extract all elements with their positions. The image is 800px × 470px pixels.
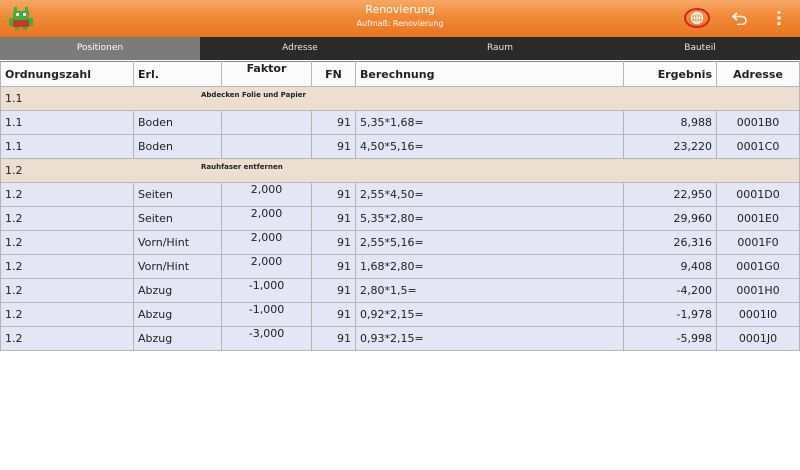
undo-button[interactable] [725, 4, 755, 32]
col-header-faktor[interactable]: Faktor [222, 62, 312, 87]
table-row[interactable] [1, 327, 800, 351]
cell-ergebnis: -1,978 [624, 303, 717, 327]
cell-faktor [222, 111, 312, 135]
cell-oz: 1.2 [1, 303, 134, 327]
cell-faktor [222, 135, 312, 159]
cell-oz: 1.2 [1, 255, 134, 279]
cell-fn: 91 [312, 111, 356, 135]
cell-erl: Abzug [134, 327, 222, 351]
col-header-ordnungszahl[interactable]: Ordnungszahl [1, 62, 134, 87]
group-label: Abdecken Folie und Papier [201, 91, 306, 99]
table-row[interactable] [1, 279, 800, 303]
undo-icon [732, 11, 748, 25]
cell-adresse: 0001J0 [717, 327, 800, 351]
globe-icon [684, 8, 710, 28]
cell-faktor: 2,000 [222, 231, 312, 255]
cell-ergebnis: 29,960 [624, 207, 717, 231]
table-row[interactable] [1, 231, 800, 255]
cell-berechnung: 0,92*2,15= [356, 303, 624, 327]
tab-bar [0, 37, 800, 60]
cell-ergebnis: 23,220 [624, 135, 717, 159]
cell-berechnung: 5,35*2,80= [356, 207, 624, 231]
cell-erl: Seiten [134, 183, 222, 207]
cell-faktor: -3,000 [222, 327, 312, 351]
cell-oz: 1.2 [1, 207, 134, 231]
cell-berechnung: 1,68*2,80= [356, 255, 624, 279]
cell-oz: 1.2 [1, 327, 134, 351]
cell-erl: Seiten [134, 207, 222, 231]
cell-fn: 91 [312, 255, 356, 279]
col-header-adresse[interactable]: Adresse [717, 62, 800, 87]
cell-erl: Boden [134, 135, 222, 159]
title-block [0, 3, 800, 31]
cell-adresse: 0001B0 [717, 111, 800, 135]
group-label: Rauhfaser entfernen [201, 163, 283, 171]
table-row[interactable] [1, 111, 800, 135]
overflow-menu-button[interactable] [764, 4, 794, 32]
cell-erl: Boden [134, 111, 222, 135]
cell-erl: Abzug [134, 279, 222, 303]
cell-berechnung: 0,93*2,15= [356, 327, 624, 351]
cell-ergebnis: 8,988 [624, 111, 717, 135]
cell-oz: 1.2 [1, 183, 134, 207]
col-header-erl[interactable]: Erl. [134, 62, 222, 87]
table-row[interactable] [1, 207, 800, 231]
tab-adresse[interactable]: Adresse [282, 43, 318, 53]
cell-erl: Abzug [134, 303, 222, 327]
cell-fn: 91 [312, 207, 356, 231]
globe-button[interactable] [682, 4, 712, 32]
table-row[interactable] [1, 183, 800, 207]
cell-oz: 1.2 [1, 279, 134, 303]
col-header-fn[interactable]: FN [312, 62, 356, 87]
col-header-ergebnis[interactable]: Ergebnis [624, 62, 717, 87]
cell-berechnung: 4,50*5,16= [356, 135, 624, 159]
positions-table [0, 61, 800, 351]
cell-fn: 91 [312, 183, 356, 207]
table-row[interactable] [1, 135, 800, 159]
cell-faktor: -1,000 [222, 279, 312, 303]
cell-ergebnis: 9,408 [624, 255, 717, 279]
tab-positionen[interactable]: Positionen [0, 37, 200, 60]
cell-adresse: 0001C0 [717, 135, 800, 159]
cell-fn: 91 [312, 135, 356, 159]
app-subtitle: Aufmaß: Renovierung [356, 19, 444, 28]
cell-fn: 91 [312, 327, 356, 351]
cell-ergebnis: 22,950 [624, 183, 717, 207]
cell-ergebnis: 26,316 [624, 231, 717, 255]
cell-faktor: 2,000 [222, 207, 312, 231]
cell-adresse: 0001I0 [717, 303, 800, 327]
cell-adresse: 0001E0 [717, 207, 800, 231]
cell-oz: 1.2 [1, 231, 134, 255]
cell-adresse: 0001D0 [717, 183, 800, 207]
group-oz: 1.2 [5, 164, 23, 177]
table-row[interactable] [1, 303, 800, 327]
group-row[interactable] [1, 87, 800, 111]
cell-berechnung: 2,80*1,5= [356, 279, 624, 303]
tab-raum[interactable]: Raum [486, 43, 514, 53]
tab-bauteil[interactable]: Bauteil [684, 43, 716, 53]
cell-fn: 91 [312, 231, 356, 255]
cell-adresse: 0001G0 [717, 255, 800, 279]
cell-berechnung: 2,55*4,50= [356, 183, 624, 207]
cell-oz: 1.1 [1, 135, 134, 159]
cell-oz: 1.1 [1, 111, 134, 135]
cell-ergebnis: -5,998 [624, 327, 717, 351]
cell-faktor: -1,000 [222, 303, 312, 327]
app-title: Renovierung [365, 3, 435, 16]
group-oz: 1.1 [5, 92, 23, 105]
cell-ergebnis: -4,200 [624, 279, 717, 303]
cell-faktor: 2,000 [222, 183, 312, 207]
cell-berechnung: 2,55*5,16= [356, 231, 624, 255]
overflow-menu-icon [776, 10, 782, 26]
cell-fn: 91 [312, 303, 356, 327]
cell-fn: 91 [312, 279, 356, 303]
cell-erl: Vorn/Hint [134, 231, 222, 255]
action-bar [0, 0, 800, 37]
cell-berechnung: 5,35*1,68= [356, 111, 624, 135]
cell-erl: Vorn/Hint [134, 255, 222, 279]
cell-adresse: 0001F0 [717, 231, 800, 255]
table-header-row [1, 62, 800, 87]
group-row[interactable] [1, 159, 800, 183]
cell-adresse: 0001H0 [717, 279, 800, 303]
table-row[interactable] [1, 255, 800, 279]
col-header-berechnung[interactable]: Berechnung [356, 62, 624, 87]
cell-faktor: 2,000 [222, 255, 312, 279]
